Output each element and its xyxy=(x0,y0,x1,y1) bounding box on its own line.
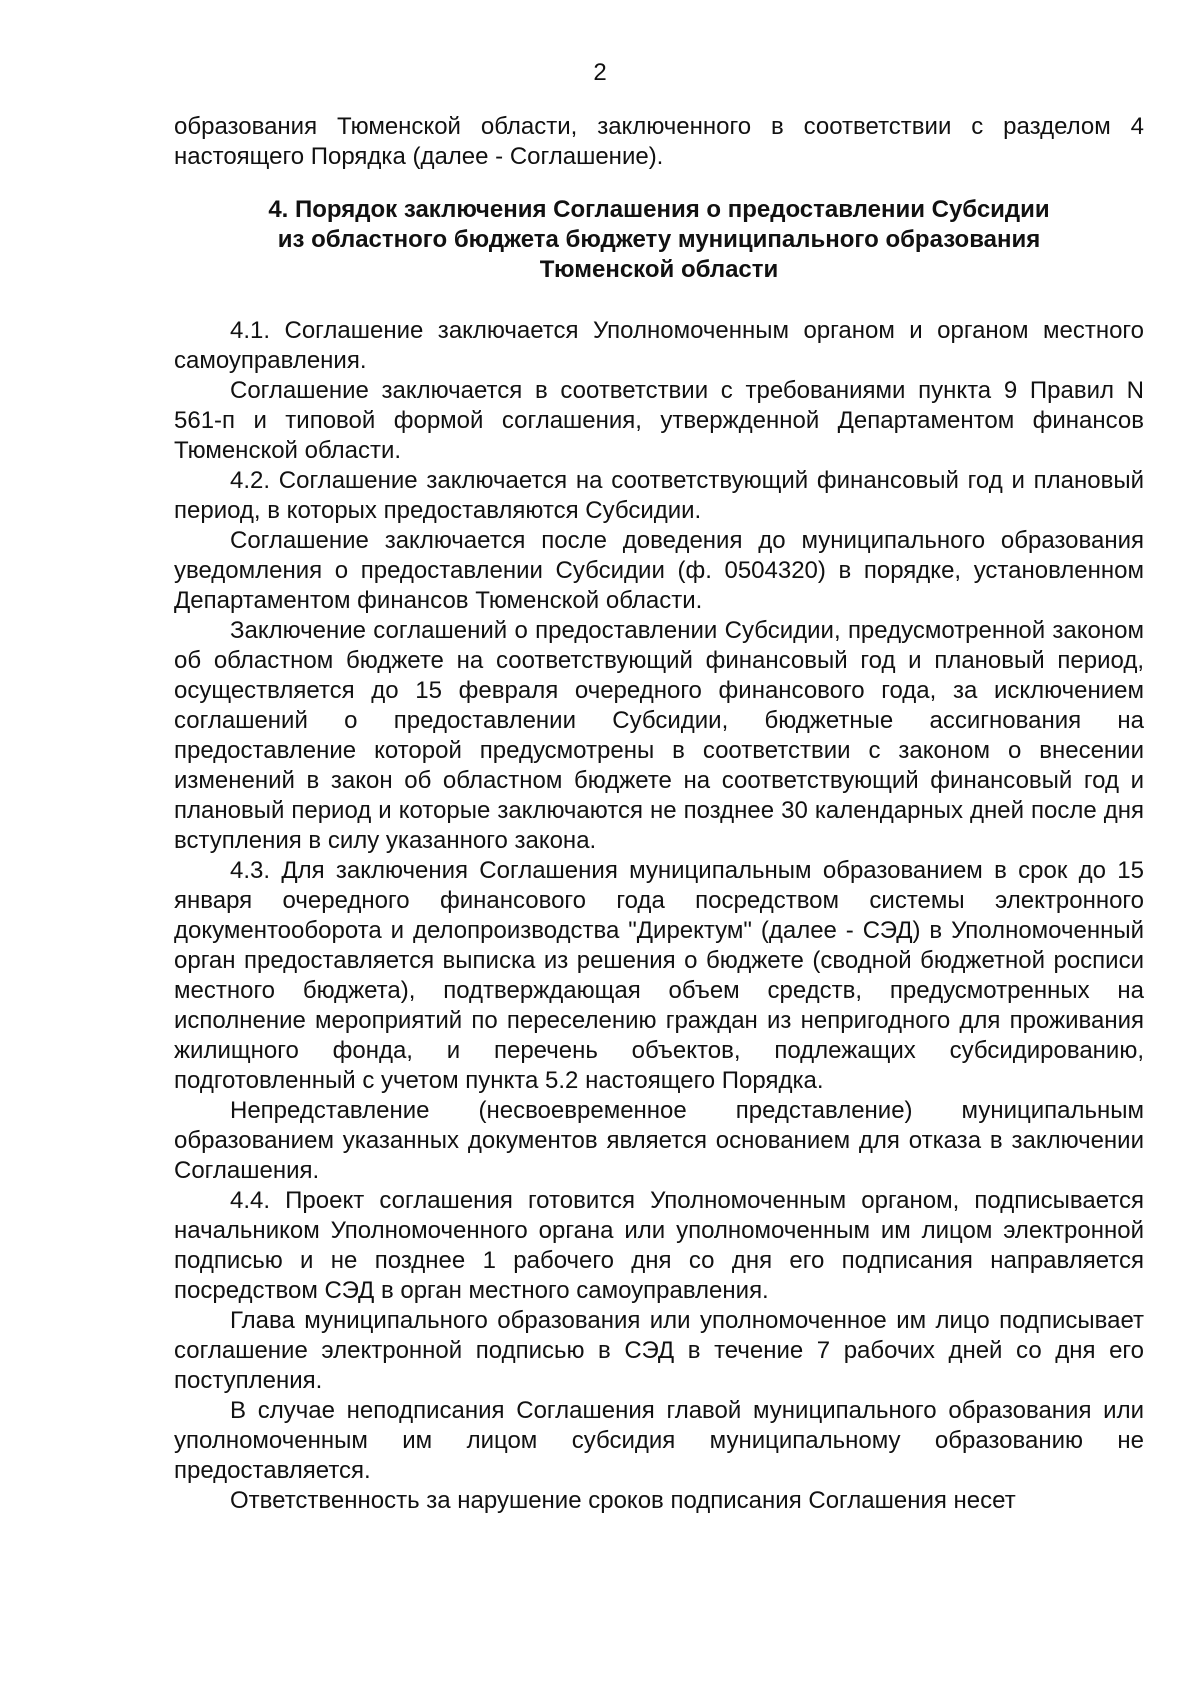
paragraph: Непредставление (несвоевременное представление) муниципальным образованием указанных документов является основанием для отказа в заключении Соглашения. xyxy=(174,1097,1144,1184)
document-body xyxy=(174,112,1144,1516)
paragraph: Ответственность за нарушение сроков подписания Соглашения несет xyxy=(230,1487,1016,1514)
section-title-line: Тюменской области xyxy=(539,256,779,283)
section-title-line: 4. Порядок заключения Соглашения о предоставлении Субсидии xyxy=(268,196,1050,223)
page-number: 2 xyxy=(593,59,607,86)
paragraph-4-2: 4.2. Соглашение заключается на соответствующий финансовый год и плановый период, в которых предоставляются Субсидии. xyxy=(174,467,1144,524)
paragraph: В случае неподписания Соглашения главой муниципального образования или уполномоченным им лицом субсидия муниципальному образованию не предоставляется. xyxy=(174,1397,1144,1484)
paragraph: Заключение соглашений о предоставлении Субсидии, предусмотренной законом об областном бюджете на соответствующий финансовый год и плановый период, осуществляется до 15 февраля очередного финансового года, за исключением соглашений о предоставлении Субсидии, бюджетные ассигнования на предоставление которой предусмотрены в соответствии с законом о внесении изменений в закон об областном бюджете на соответствующий финансовый год и плановый период и которые заключаются не позднее 30 календарных дней после дня вступления в силу указанного закона. xyxy=(174,617,1144,854)
section-title-line: из областного бюджета бюджету муниципального образования xyxy=(277,226,1041,253)
paragraph-4-4: 4.4. Проект соглашения готовится Уполномоченным органом, подписывается начальником Уполномоченного органа или уполномоченным им лицом электронной подписью и не позднее 1 рабочего дня со дня его подписания направляется посредством СЭД в орган местного самоуправления. xyxy=(174,1187,1144,1304)
continuation-paragraph: образования Тюменской области, заключенного в соответствии с разделом 4 настоящего Порядка (далее - Соглашение). xyxy=(174,113,1144,170)
section-title xyxy=(174,172,1144,316)
paragraph: Соглашение заключается после доведения до муниципального образования уведомления о предоставлении Субсидии (ф. 0504320) в порядке, установленном Департаментом финансов Тюменской области. xyxy=(174,527,1144,614)
paragraph: Глава муниципального образования или уполномоченное им лицо подписывает соглашение электронной подписью в СЭД в течение 7 рабочих дней со дня его поступления. xyxy=(174,1307,1144,1394)
paragraph: Соглашение заключается в соответствии с требованиями пункта 9 Правил N 561-п и типовой формой соглашения, утвержденной Департаментом финансов Тюменской области. xyxy=(174,377,1144,464)
paragraph-4-3: 4.3. Для заключения Соглашения муниципальным образованием в срок до 15 января очередного финансового года посредством системы электронного документооборота и делопроизводства "Директум" (далее - СЭД) в Уполномоченный орган предоставляется выписка из решения о бюджете (сводной бюджетной росписи местного бюджета), подтверждающая объем средств, предусмотренных на исполнение мероприятий по переселению граждан из непригодного для проживания жилищного фонда, и перечень объектов, подлежащих субсидированию, подготовленный с учетом пункта 5.2 настоящего Порядка. xyxy=(174,857,1144,1094)
paragraph-4-1: 4.1. Соглашение заключается Уполномоченным органом и органом местного самоуправления. xyxy=(174,317,1144,374)
